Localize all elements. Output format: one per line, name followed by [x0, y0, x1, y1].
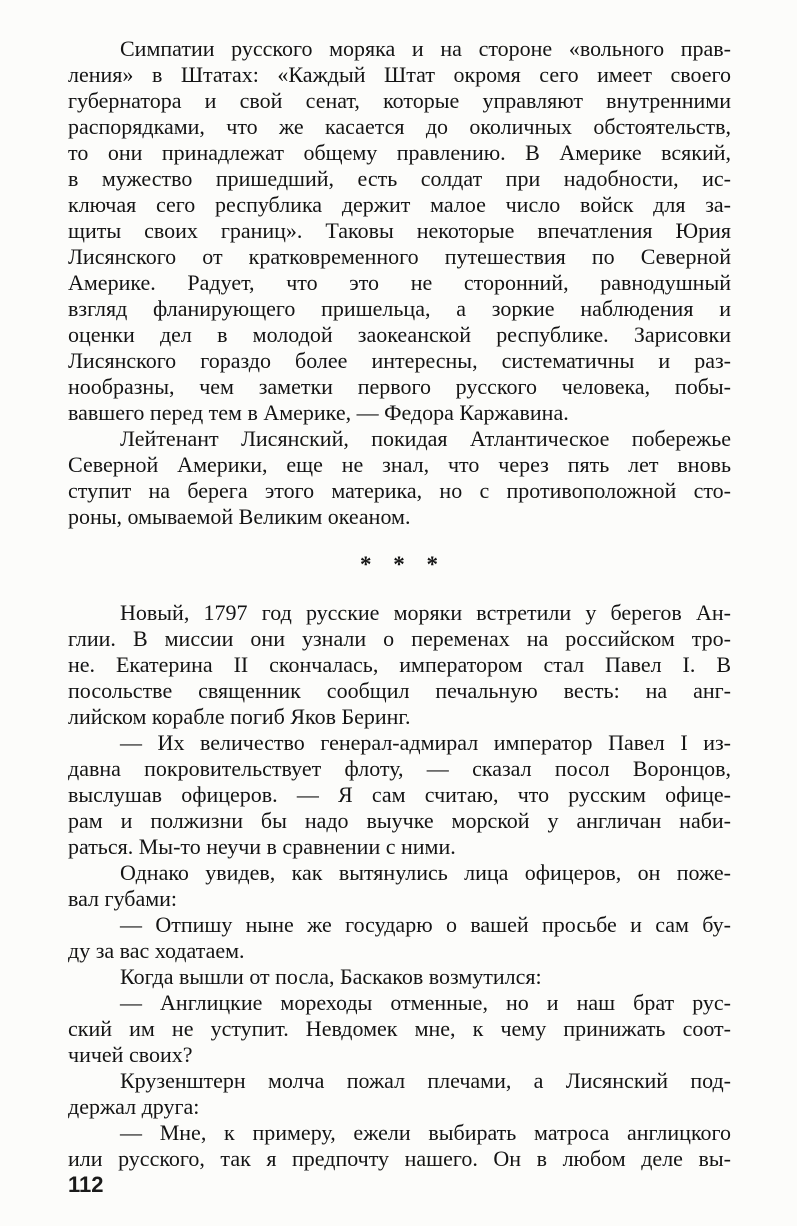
- text-line: лийском корабле погиб Яков Беринг.: [68, 704, 411, 729]
- text-line: ский им не уступит. Невдомек мне, к чему принижать соот-: [68, 1016, 731, 1041]
- paragraph: [68, 1120, 731, 1172]
- paragraph: [68, 1068, 731, 1120]
- text-line: рам и полжизни бы надо выучке морской у англичан наби-: [68, 808, 731, 833]
- page-text: [68, 36, 731, 1172]
- text-line: раться. Мы-то неучи в сравнении с ними.: [68, 834, 456, 859]
- text-line: Лейтенант Лисянский, покидая Атлантическое побережье: [120, 426, 731, 451]
- text-line: Новый, 1797 год русские моряки встретили у берегов Ан-: [120, 600, 731, 625]
- text-line: оценки дел в молодой заокеанской республике. Зарисовки: [68, 322, 731, 347]
- paragraph: [68, 860, 731, 912]
- section-separator: * * *: [360, 552, 439, 577]
- text-line: в мужество пришедший, есть солдат при надобности, ис-: [68, 166, 731, 191]
- text-line: Крузенштерн молча пожал плечами, а Лисянский под-: [120, 1068, 731, 1093]
- text-line: или русского, так я предпочту нашего. Он в любом деле вы-: [68, 1146, 731, 1171]
- paragraph: [68, 964, 731, 990]
- text-line: ступит на берега этого материка, но с противоположной сто-: [68, 478, 731, 503]
- text-line: — Их величество генерал-адмирал император Павел I из-: [120, 730, 731, 755]
- text-line: щиты своих границ». Таковы некоторые впечатления Юрия: [68, 218, 731, 243]
- text-line: Лисянского гораздо более интересны, систематичны и раз-: [68, 348, 731, 373]
- text-line: давна покровительствует флоту, — сказал посол Воронцов,: [68, 756, 731, 781]
- paragraph: [68, 600, 731, 730]
- paragraph: [68, 36, 731, 426]
- text-line: вал губами:: [68, 886, 178, 911]
- text-line: чичей своих?: [68, 1042, 193, 1067]
- text-line: выслушав офицеров. — Я сам считаю, что русским офице-: [68, 782, 731, 807]
- page-number: 112: [68, 1172, 104, 1197]
- text-line: — Мне, к примеру, ежели выбирать матроса англицкого: [120, 1120, 731, 1145]
- text-line: Северной Америки, еще не знал, что через пять лет вновь: [68, 452, 731, 477]
- text-line: распорядками, что же касается до околичных обстоятельств,: [68, 114, 731, 139]
- text-line: то они принадлежат общему правлению. В Америке всякий,: [68, 140, 731, 165]
- text-line: Америке. Радует, что это не сторонний, равнодушный: [68, 270, 731, 295]
- paragraph: [68, 912, 731, 964]
- paragraph: [68, 990, 731, 1068]
- text-line: Когда вышли от посла, Баскаков возмутился:: [120, 964, 542, 989]
- text-line: не. Екатерина II скончалась, императором стал Павел I. В: [68, 652, 731, 677]
- paragraph: [68, 730, 731, 860]
- text-line: — Отпишу ныне же государю о вашей просьбе и сам бу-: [120, 912, 731, 937]
- text-line: Симпатии русского моряка и на стороне «вольного прав-: [120, 36, 731, 61]
- text-line: держал друга:: [68, 1094, 200, 1119]
- text-line: Однако увидев, как вытянулись лица офицеров, он поже-: [120, 860, 731, 885]
- text-line: губернатора и свой сенат, которые управляют внутренними: [68, 88, 731, 113]
- text-line: Лисянского от кратковременного путешествия по Северной: [68, 244, 731, 269]
- text-line: глии. В миссии они узнали о переменах на российском тро-: [68, 626, 731, 651]
- text-line: посольстве священник сообщил печальную весть: на анг-: [68, 678, 731, 703]
- text-line: нообразны, чем заметки первого русского человека, побы-: [68, 374, 731, 399]
- paragraph: [68, 426, 731, 530]
- text-line: взгляд фланирующего пришельца, а зоркие наблюдения и: [68, 296, 731, 321]
- text-line: ду за вас ходатаем.: [68, 938, 245, 963]
- text-line: вавшего перед тем в Америке, — Федора Каржавина.: [68, 400, 569, 425]
- text-line: ключая сего республика держит малое число войск для за-: [68, 192, 731, 217]
- text-line: роны, омываемой Великим океаном.: [68, 504, 411, 529]
- text-line: ления» в Штатах: «Каждый Штат окромя сего имеет своего: [68, 62, 731, 87]
- text-line: — Англицкие мореходы отменные, но и наш брат рус-: [120, 990, 731, 1015]
